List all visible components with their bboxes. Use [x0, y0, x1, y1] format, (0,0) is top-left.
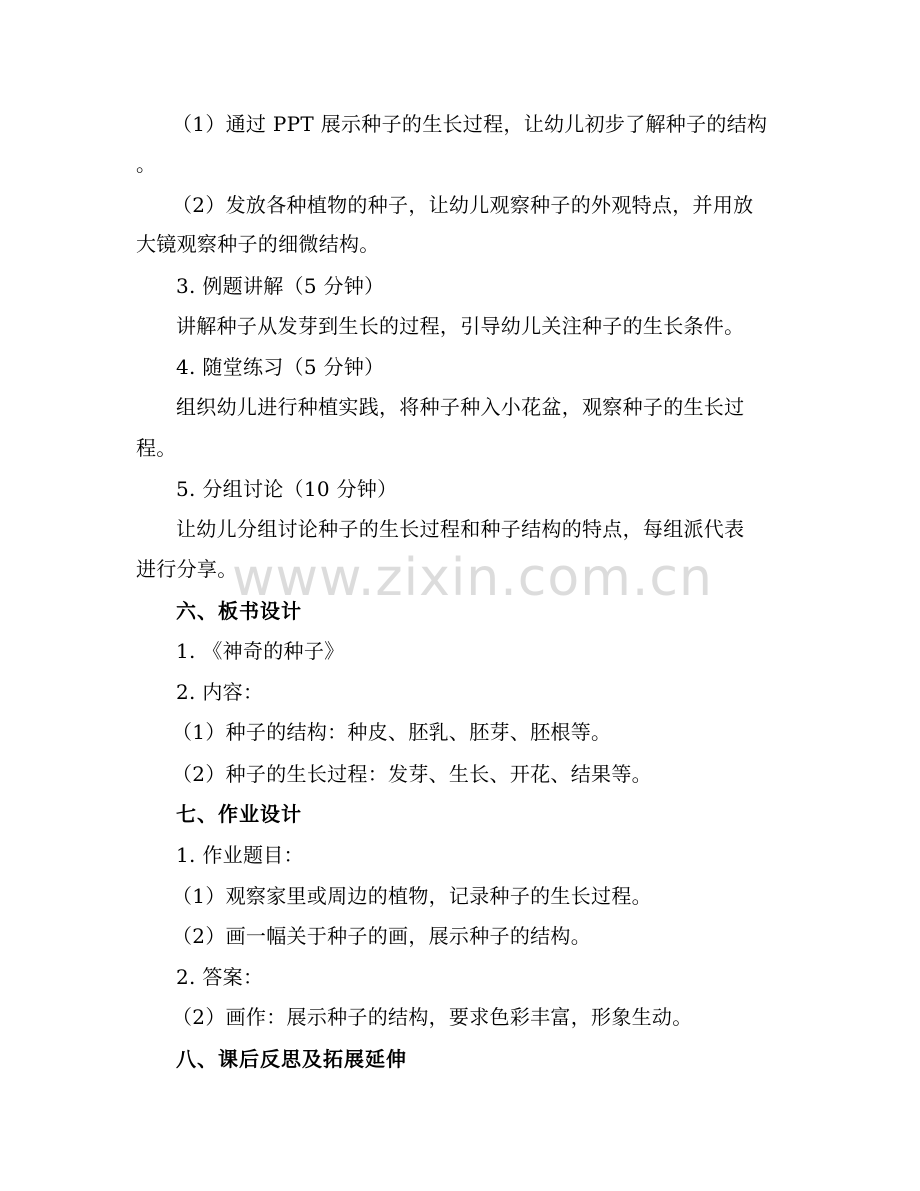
- section-heading: 八、课后反思及拓展延伸: [176, 1047, 407, 1071]
- paragraph-line: 让幼儿分组讨论种子的生长过程和种子结构的特点，每组派代表: [176, 517, 745, 541]
- paragraph-line: （2）发放各种植物的种子，让幼儿观察种子的外观特点，并用放: [172, 193, 754, 217]
- paragraph-line: 大镜观察种子的细微结构。: [136, 232, 380, 256]
- section-heading: 七、作业设计: [176, 802, 302, 826]
- list-item: 1. 《神奇的种子》: [176, 639, 345, 663]
- watermark: www.zixin.com.cn: [232, 548, 713, 608]
- step-heading: 4. 随堂练习（5 分钟）: [176, 355, 385, 379]
- list-item: （1）观察家里或周边的植物，记录种子的生长过程。: [172, 884, 652, 908]
- step-heading: 3. 例题讲解（5 分钟）: [176, 274, 385, 298]
- paragraph-line: 程。: [136, 436, 177, 460]
- list-item: （2）画一幅关于种子的画，展示种子的结构。: [172, 924, 592, 948]
- paragraph-line: 组织幼儿进行种植实践，将种子种入小花盆，观察种子的生长过: [176, 395, 745, 419]
- paragraph-line: 讲解种子从发芽到生长的过程，引导幼儿关注种子的生长条件。: [176, 314, 745, 338]
- list-item: 2. 答案：: [176, 965, 264, 989]
- step-heading: 5. 分组讨论（10 分钟）: [176, 477, 398, 501]
- list-item: （2）画作：展示种子的结构，要求色彩丰富，形象生动。: [172, 1005, 693, 1029]
- list-item: （2）种子的生长过程：发芽、生长、开花、结果等。: [172, 762, 652, 786]
- section-heading: 六、板书设计: [176, 599, 302, 623]
- paragraph-line: 进行分享。: [136, 557, 238, 581]
- paragraph-line: （1）通过 PPT 展示种子的生长过程，让幼儿初步了解种子的结构: [172, 112, 768, 136]
- list-item: 1. 作业题目：: [176, 843, 304, 867]
- paragraph-line: 。: [136, 152, 157, 176]
- list-item: 2. 内容：: [176, 680, 264, 704]
- list-item: （1）种子的结构：种皮、胚乳、胚芽、胚根等。: [172, 720, 612, 744]
